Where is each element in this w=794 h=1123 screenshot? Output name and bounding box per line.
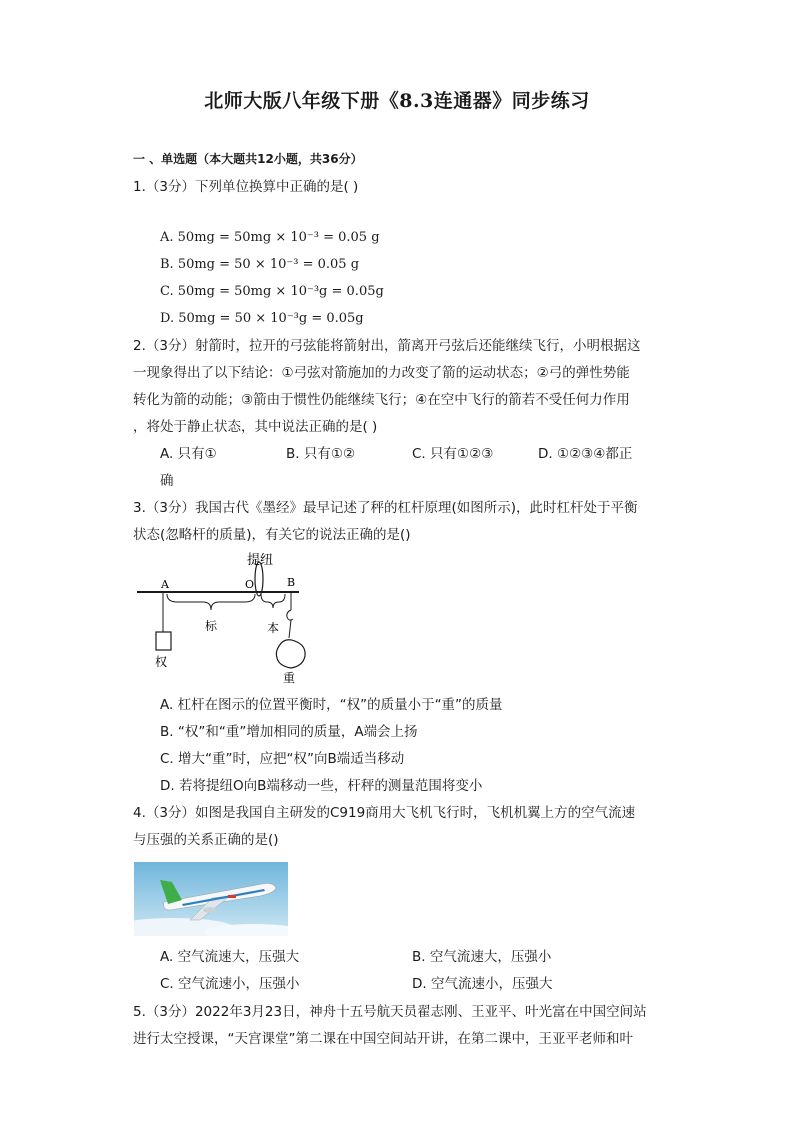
q3-option-d: D. 若将提纽O向B端移动一些，杆秤的测量范围将变小 xyxy=(160,778,483,794)
q1-option-a: A. 50mg = 50mg × 10⁻³ = 0.05 g xyxy=(160,230,380,245)
q4-option-d: D. 空气流速小，压强大 xyxy=(412,976,553,992)
q2-line-2: 一现象得出了以下结论：①弓弦对箭施加的力改变了箭的运动状态；②弓的弹性势能 xyxy=(133,365,630,381)
q3-option-a: A. 杠杆在图示的位置平衡时，“权”的质量小于“重”的质量 xyxy=(160,697,503,713)
label-quan: 权 xyxy=(155,655,168,669)
q1-option-d: D. 50mg = 50 × 10⁻³g = 0.05g xyxy=(160,311,364,326)
q4-option-c: C. 空气流速小，压强小 xyxy=(160,976,300,992)
airplane-photo xyxy=(134,862,288,936)
q2-option-b: B. 只有①② xyxy=(286,446,356,462)
q1-option-c: C. 50mg = 50mg × 10⁻³g = 0.05g xyxy=(160,284,384,299)
q4-line-2: 与压强的关系正确的是() xyxy=(133,832,279,848)
q4-option-a: A. 空气流速大，压强大 xyxy=(160,949,300,965)
label-tiniu: 提纽 xyxy=(247,553,274,568)
q2-line-3: 转化为箭的动能；③箭由于惯性仍能继续飞行；④在空中飞行的箭若不受任何力作用 xyxy=(133,392,630,408)
heavy-object xyxy=(276,640,305,668)
q3-line-2: 状态(忽略杆的质量)，有关它的说法正确的是() xyxy=(133,527,411,543)
q1-option-b: B. 50mg = 50 × 10⁻³ = 0.05 g xyxy=(160,257,360,272)
q3-option-c: C. 增大“重”时，应把“权”向B端适当移动 xyxy=(160,751,405,767)
q2-option-d-continued: 确 xyxy=(160,473,174,489)
q5-line-1: 5.（3分）2022年3月23日，神舟十五号航天员翟志刚、王亚平、叶光富在中国空间站 xyxy=(133,1004,647,1020)
counterweight xyxy=(156,632,171,650)
q4-option-b: B. 空气流速大，压强小 xyxy=(412,949,552,965)
page-title: 北师大版八年级下册《8.3连通器》同步练习 xyxy=(204,90,590,112)
label-zhong: 重 xyxy=(283,671,296,685)
q1-stem: 1.（3分）下列单位换算中正确的是( ) xyxy=(133,179,359,195)
q4-line-1: 4.（3分）如图是我国自主研发的C919商用大飞机飞行时，飞机机翼上方的空气流速 xyxy=(133,805,636,821)
label-b: B xyxy=(287,576,296,589)
q2-option-a: A. 只有① xyxy=(160,446,217,462)
q5-line-2: 进行太空授课，“天宫课堂”第二课在中国空间站开讲，在第二课中，王亚平老师和叶 xyxy=(133,1031,633,1047)
q2-option-d: D. ①②③④都正 xyxy=(538,446,633,462)
q2-line-1: 2.（3分）射箭时，拉开的弓弦能将箭射出，箭离开弓弦后还能继续飞行，小明根据这 xyxy=(133,338,641,354)
label-o: O xyxy=(245,578,255,591)
label-ben: 本 xyxy=(267,621,280,635)
q2-option-c: C. 只有①②③ xyxy=(412,446,494,462)
q2-line-4: ，将处于静止状态，其中说法正确的是( ) xyxy=(133,419,378,435)
q3-line-1: 3.（3分）我国古代《墨经》最早记述了秤的杠杆原理(如图所示)，此时杠杆处于平衡 xyxy=(133,500,638,516)
steelyard-diagram xyxy=(133,548,323,688)
label-a: A xyxy=(161,578,169,591)
section-heading: 一 、单选题（本大题共12小题，共36分） xyxy=(133,152,363,166)
q3-option-b: B. “权”和“重”增加相同的质量，A端会上扬 xyxy=(160,724,418,740)
label-biao: 标 xyxy=(205,619,218,633)
